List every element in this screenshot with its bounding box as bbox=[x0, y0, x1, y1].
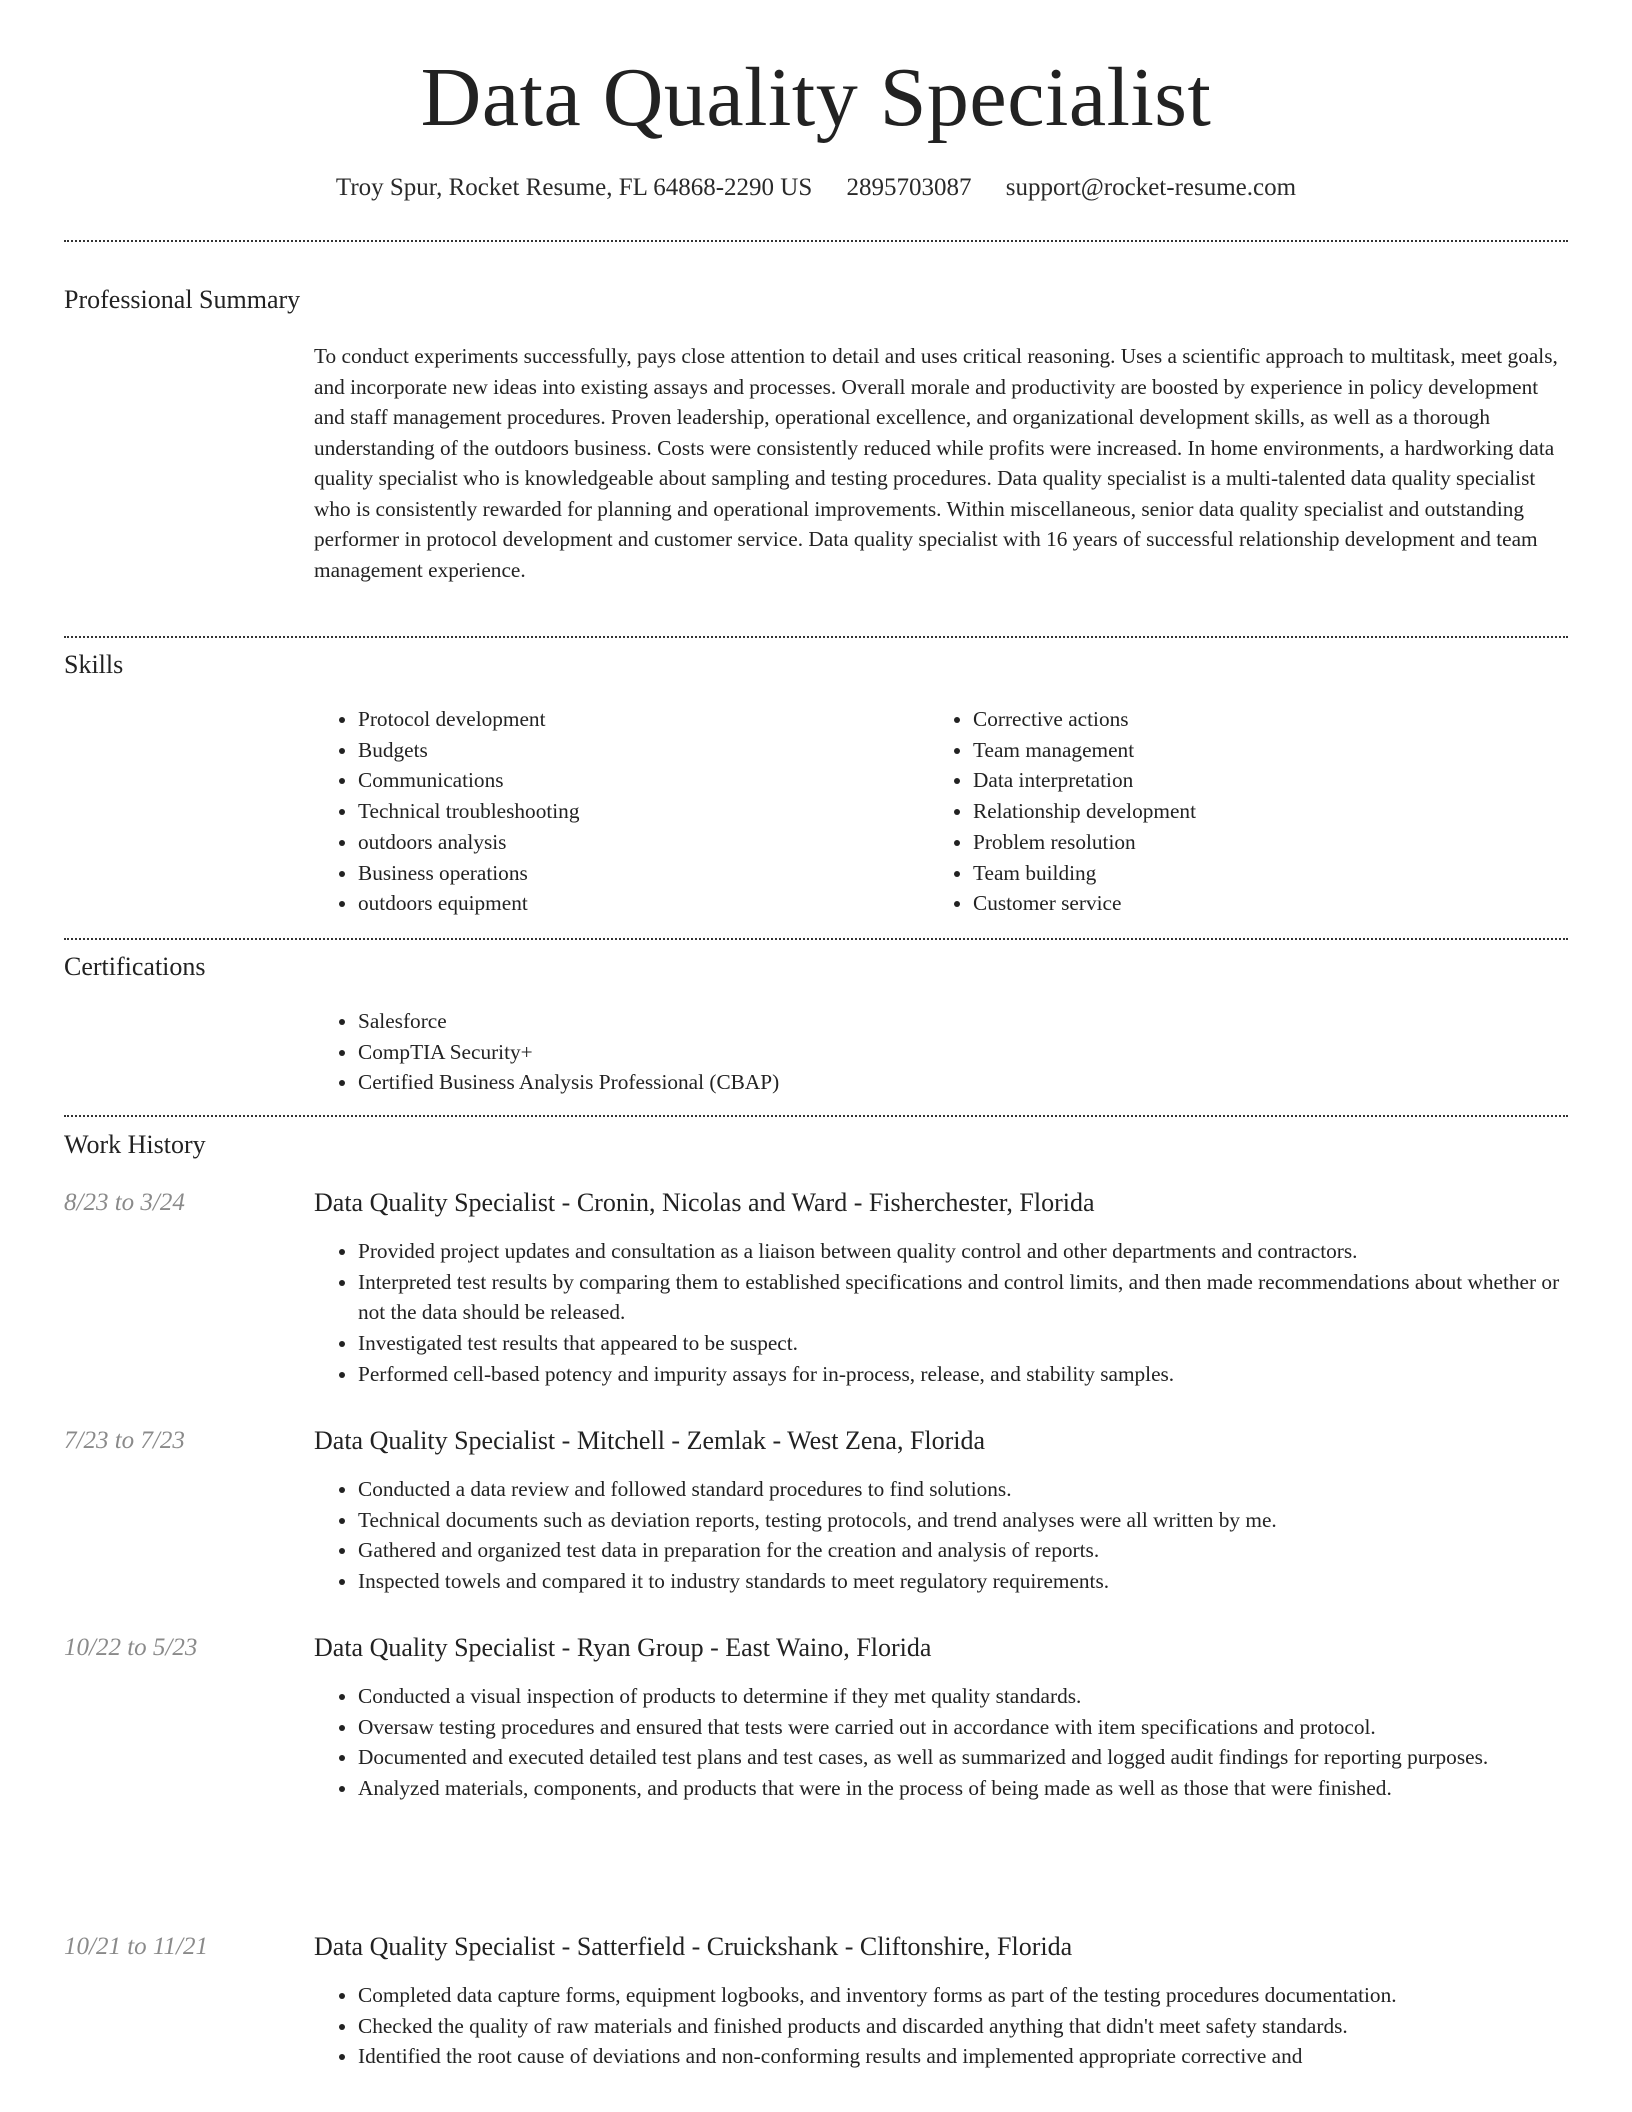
section-heading-work-history: Work History bbox=[64, 1130, 206, 1159]
job-bullet: • Identified the root cause of deviations and non-conforming results and implemented appropriate corrective and bbox=[358, 2041, 1574, 2072]
certification-item: • Certified Business Analysis Professional (CBAP) bbox=[358, 1067, 1514, 1098]
resume-title: Data Quality Specialist bbox=[420, 51, 1212, 144]
skill-item: • Customer service bbox=[973, 888, 1529, 919]
section-heading-certifications: Certifications bbox=[64, 952, 206, 981]
job-bullet: • Technical documents such as deviation reports, testing protocols, and trend analyses were all written by me. bbox=[358, 1505, 1574, 1536]
certifications-list bbox=[314, 1006, 1514, 1098]
job-title: Data Quality Specialist - Ryan Group - East Waino, Florida bbox=[314, 1633, 932, 1662]
job-bullet: • Documented and executed detailed test plans and test cases, as well as summarized and logged audit findings for reporting purposes. bbox=[358, 1742, 1574, 1773]
skills-column-right bbox=[929, 704, 1529, 919]
job-bullet: • Analyzed materials, components, and products that were in the process of being made as well as those that were finished. bbox=[358, 1773, 1574, 1804]
section-heading-summary: Professional Summary bbox=[64, 285, 301, 314]
job-bullet: • Gathered and organized test data in preparation for the creation and analysis of reports. bbox=[358, 1535, 1574, 1566]
job-title: Data Quality Specialist - Cronin, Nicolas and Ward - Fisherchester, Florida bbox=[314, 1188, 1095, 1217]
job-dates: 10/21 to 11/21 bbox=[64, 1933, 208, 1960]
job-bullet: • Checked the quality of raw materials and finished products and discarded anything that didn't meet safety standards. bbox=[358, 2011, 1574, 2042]
certification-item: • CompTIA Security+ bbox=[358, 1037, 1514, 1068]
skill-item: • Data interpretation bbox=[973, 765, 1529, 796]
summary-text: To conduct experiments successfully, pays close attention to detail and uses critical reasoning. Uses a scientific approach to multitask, meet goals, and incorporate new ideas into existing assays and processes. Overall morale and productivity are boosted by experience in policy development and staff management procedures. Proven leadership, operational excellence, and organizational development skills, as well as a thorough understanding of the outdoors business. Costs were consistently reduced while profits were increased. In home environments, a hardworking data quality specialist who is knowledgeable about sampling and testing procedures. Data quality specialist is a multi-talented data quality specialist who is consistently rewarded for planning and operational improvements. Within miscellaneous, senior data quality specialist and outstanding performer in protocol development and customer service. Data quality specialist with 16 years of successful relationship development and team management experience. bbox=[314, 344, 1558, 582]
skill-item: • outdoors equipment bbox=[358, 888, 914, 919]
skill-item: • Corrective actions bbox=[973, 704, 1529, 735]
skill-item: • Technical troubleshooting bbox=[358, 796, 914, 827]
job-title: Data Quality Specialist - Mitchell - Zemlak - West Zena, Florida bbox=[314, 1426, 986, 1455]
job-bullet: • Provided project updates and consultation as a liaison between quality control and other departments and contractors. bbox=[358, 1236, 1574, 1267]
section-heading-skills: Skills bbox=[64, 650, 124, 679]
skill-item: • Budgets bbox=[358, 735, 914, 766]
skill-item: • Protocol development bbox=[358, 704, 914, 735]
contact-phone: 2895703087 bbox=[846, 174, 972, 201]
skill-item: • outdoors analysis bbox=[358, 827, 914, 858]
divider bbox=[64, 636, 1568, 638]
job-bullets bbox=[314, 1236, 1574, 1390]
job-bullet: • Performed cell-based potency and impurity assays for in-process, release, and stability samples. bbox=[358, 1359, 1574, 1390]
job-dates: 10/22 to 5/23 bbox=[64, 1634, 198, 1661]
skill-item: • Problem resolution bbox=[973, 827, 1529, 858]
job-bullet: • Oversaw testing procedures and ensured that tests were carried out in accordance with item specifications and protocol. bbox=[358, 1712, 1574, 1743]
job-bullets bbox=[314, 1681, 1574, 1804]
job-bullets bbox=[314, 1980, 1574, 2072]
divider bbox=[64, 1115, 1568, 1117]
skill-item: • Communications bbox=[358, 765, 914, 796]
certification-item: • Salesforce bbox=[358, 1006, 1514, 1037]
job-dates: 7/23 to 7/23 bbox=[64, 1427, 185, 1454]
divider bbox=[64, 938, 1568, 940]
job-bullet: • Interpreted test results by comparing them to established specifications and control limits, and then made recommendations about whether or not the data should be released. bbox=[358, 1267, 1574, 1328]
job-dates: 8/23 to 3/24 bbox=[64, 1189, 185, 1216]
job-bullets bbox=[314, 1474, 1574, 1597]
divider bbox=[64, 240, 1568, 242]
job-bullet: • Investigated test results that appeared to be suspect. bbox=[358, 1328, 1574, 1359]
contact-email: support@rocket-resume.com bbox=[1005, 174, 1297, 201]
skills-column-left bbox=[314, 704, 914, 919]
skill-item: • Business operations bbox=[358, 858, 914, 889]
job-bullet: • Conducted a visual inspection of products to determine if they met quality standards. bbox=[358, 1681, 1574, 1712]
job-bullet: • Conducted a data review and followed standard procedures to find solutions. bbox=[358, 1474, 1574, 1505]
skill-item: • Team building bbox=[973, 858, 1529, 889]
job-bullet: • Inspected towels and compared it to industry standards to meet regulatory requirements. bbox=[358, 1566, 1574, 1597]
skill-item: • Team management bbox=[973, 735, 1529, 766]
contact-line bbox=[0, 170, 1632, 206]
skill-item: • Relationship development bbox=[973, 796, 1529, 827]
job-title: Data Quality Specialist - Satterfield - Cruickshank - Cliftonshire, Florida bbox=[314, 1932, 1073, 1961]
contact-address: Troy Spur, Rocket Resume, FL 64868-2290 US bbox=[335, 174, 813, 201]
job-bullet: • Completed data capture forms, equipment logbooks, and inventory forms as part of the testing procedures documentation. bbox=[358, 1980, 1574, 2011]
